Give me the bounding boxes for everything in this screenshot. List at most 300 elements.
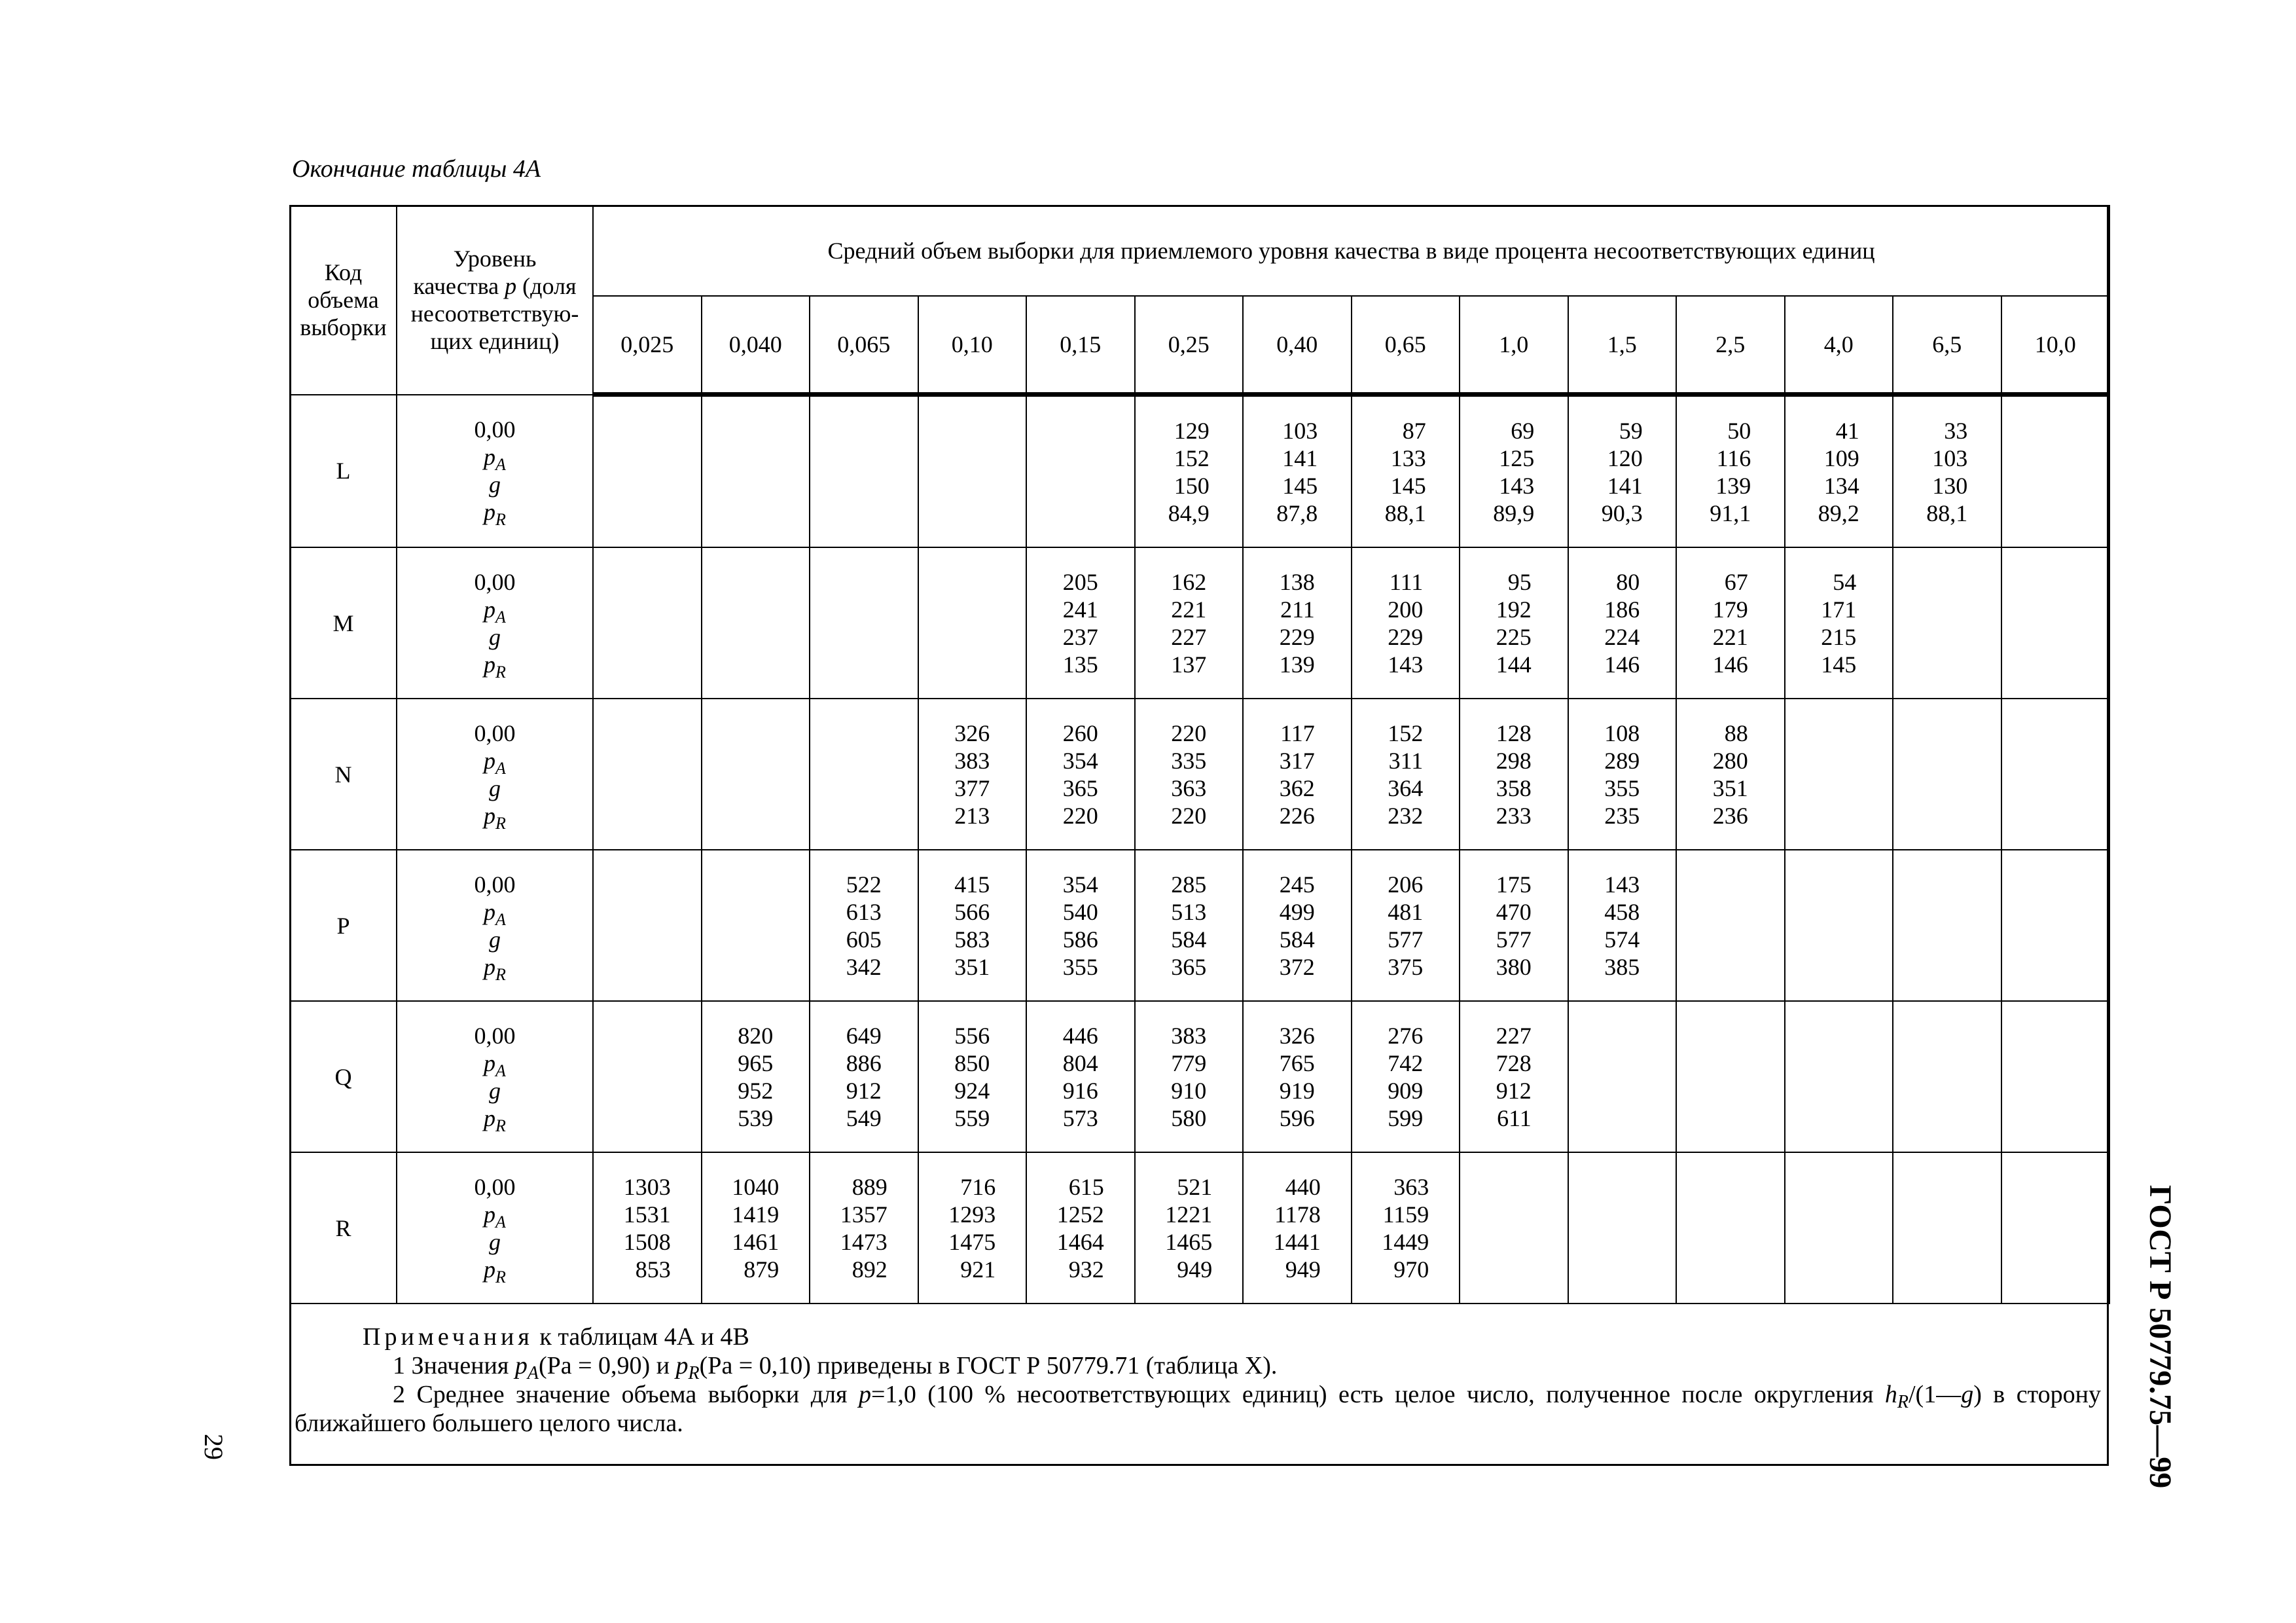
cell-value: 237 [1062, 623, 1098, 650]
cell-value: 236 [1712, 802, 1748, 829]
header-aql-7: 0,65 [1352, 296, 1460, 395]
cell-value: 171 [1821, 596, 1857, 623]
cell-values [1493, 417, 1534, 527]
cell-value: 111 [1389, 568, 1424, 595]
cell-value: 615 [1068, 1173, 1104, 1200]
cell-values [846, 871, 882, 981]
cell-value: 205 [1062, 568, 1098, 595]
cell-value: 728 [1496, 1049, 1532, 1076]
cell-value: 220 [1062, 802, 1098, 829]
cell-value: 232 [1388, 802, 1424, 829]
cell-values [1604, 871, 1640, 981]
table-cell [702, 699, 810, 850]
label-g: g [489, 775, 501, 801]
cell-value: 129 [1174, 417, 1210, 444]
cell-value: 584 [1279, 926, 1315, 953]
table-cell [1785, 850, 1893, 1001]
cell-value: 364 [1388, 775, 1424, 801]
cell-values [1171, 871, 1206, 981]
table-cell [1568, 850, 1677, 1001]
cell-value: 87,8 [1276, 500, 1318, 526]
cell-value: 470 [1496, 898, 1532, 925]
cell-value: 566 [954, 898, 990, 925]
cell-value: 1475 [948, 1228, 996, 1255]
table-cell [1135, 699, 1244, 850]
cell-values [1276, 417, 1318, 527]
cell-value: 949 [1177, 1256, 1213, 1283]
label-p0: 0,00 [474, 720, 516, 746]
cell-value: 311 [1388, 747, 1424, 774]
table-cell [1460, 850, 1568, 1001]
cell-value: 59 [1619, 417, 1643, 444]
cell-values [1063, 871, 1098, 981]
cell-value: 375 [1388, 953, 1424, 980]
cell-values [846, 1022, 882, 1132]
cell-value: 549 [846, 1104, 882, 1131]
label-p0: 0,00 [474, 871, 516, 898]
cell-value: 363 [1171, 775, 1207, 801]
cell-value: 380 [1496, 953, 1532, 980]
cell-values [1710, 417, 1751, 527]
cell-value: 970 [1393, 1256, 1429, 1283]
table-cell [918, 395, 1027, 548]
header-aql-10: 2,5 [1676, 296, 1785, 395]
header-aql-13: 10,0 [2001, 296, 2110, 395]
cell-value: 363 [1393, 1173, 1429, 1200]
cell-value: 952 [738, 1077, 774, 1104]
cell-value: 135 [1062, 651, 1098, 678]
cell-value: 584 [1171, 926, 1207, 953]
cell-value: 886 [846, 1049, 882, 1076]
cell-value: 175 [1496, 871, 1532, 898]
cell-value: 285 [1171, 871, 1207, 898]
cell-value: 383 [1171, 1022, 1207, 1049]
cell-value: 1508 [623, 1228, 671, 1255]
cell-value: 1159 [1382, 1201, 1429, 1228]
table-cell [702, 1152, 810, 1304]
cell-values [1496, 720, 1532, 830]
cell-values [954, 720, 990, 830]
cell-values [1171, 1022, 1206, 1132]
row-code: P [290, 850, 397, 1001]
cell-value: 33 [1944, 417, 1968, 444]
cell-value: 889 [852, 1173, 888, 1200]
cell-value: 440 [1285, 1173, 1321, 1200]
cell-values [1171, 568, 1206, 678]
table-row [290, 850, 2109, 1001]
cell-value: 574 [1604, 926, 1640, 953]
cell-value: 280 [1712, 747, 1748, 774]
cell-value: 215 [1821, 623, 1857, 650]
cell-value: 141 [1282, 445, 1318, 471]
header-aql-5: 0,25 [1135, 296, 1244, 395]
cell-value: 499 [1279, 898, 1315, 925]
table-cell [1243, 699, 1352, 850]
table-cell [593, 1152, 702, 1304]
cell-value: 649 [846, 1022, 882, 1049]
table-cell [1135, 395, 1244, 548]
cell-value: 921 [960, 1256, 996, 1283]
table-cell [2001, 850, 2110, 1001]
cell-value: 128 [1496, 720, 1532, 746]
cell-value: 221 [1712, 623, 1748, 650]
cell-value: 50 [1727, 417, 1751, 444]
cell-value: 138 [1279, 568, 1315, 595]
table-cell [1785, 547, 1893, 699]
cell-value: 586 [1062, 926, 1098, 953]
cell-value: 229 [1279, 623, 1315, 650]
cell-value: 225 [1496, 623, 1532, 650]
cell-value: 1465 [1165, 1228, 1213, 1255]
cell-value: 1464 [1056, 1228, 1104, 1255]
cell-values [1388, 1022, 1423, 1132]
cell-values [1388, 720, 1423, 830]
table-cell [810, 395, 918, 548]
cell-value: 84,9 [1168, 500, 1210, 526]
table-cell [1026, 547, 1135, 699]
cell-values [1818, 417, 1859, 527]
cell-value: 1040 [732, 1173, 780, 1200]
table-cell [2001, 547, 2110, 699]
cell-value: 1293 [948, 1201, 996, 1228]
cell-values [954, 1022, 990, 1132]
cell-value: 912 [846, 1077, 882, 1104]
table-cell [1893, 699, 2001, 850]
label-pA: $p_A$ [484, 1049, 506, 1080]
cell-values [1602, 417, 1643, 527]
row-code: R [290, 1152, 397, 1304]
cell-value: 415 [954, 871, 990, 898]
header-row-1 [290, 206, 2109, 296]
table-body [290, 395, 2109, 1304]
cell-value: 211 [1280, 596, 1315, 623]
cell-value: 152 [1388, 720, 1424, 746]
cell-value: 599 [1388, 1104, 1424, 1131]
row-code: Q [290, 1001, 397, 1152]
table-cell [1568, 699, 1677, 850]
table-cell [1026, 850, 1135, 1001]
cell-value: 125 [1499, 445, 1535, 471]
cell-value: 143 [1604, 871, 1640, 898]
cell-value: 377 [954, 775, 990, 801]
row-parameters [397, 395, 593, 548]
table-cell [702, 850, 810, 1001]
cell-value: 41 [1835, 417, 1859, 444]
cell-values [948, 1173, 996, 1283]
cell-value: 932 [1068, 1256, 1104, 1283]
cell-values [1388, 568, 1423, 678]
cell-value: 892 [852, 1256, 888, 1283]
table-cell [1893, 547, 2001, 699]
cell-value: 213 [954, 802, 990, 829]
table-cell [1243, 1001, 1352, 1152]
cell-value: 556 [954, 1022, 990, 1049]
cell-value: 385 [1604, 953, 1640, 980]
label-g: g [489, 471, 501, 498]
cell-value: 605 [846, 926, 882, 953]
cell-value: 577 [1496, 926, 1532, 953]
table-cell [702, 395, 810, 548]
cell-value: 879 [744, 1256, 780, 1283]
header-aql-1: 0,040 [702, 296, 810, 395]
cell-value: 1252 [1056, 1201, 1104, 1228]
sample-size-table [289, 205, 2110, 1304]
table-cell [1135, 1152, 1244, 1304]
cell-value: 853 [635, 1256, 671, 1283]
table-cell [1676, 699, 1785, 850]
cell-value: 260 [1062, 720, 1098, 746]
cell-values [1821, 568, 1856, 678]
cell-value: 67 [1724, 568, 1748, 595]
table-cell [1243, 1152, 1352, 1304]
label-pR: $p_R$ [484, 499, 506, 530]
cell-value: 137 [1171, 651, 1207, 678]
cell-value: 765 [1279, 1049, 1315, 1076]
cell-value: 355 [1604, 775, 1640, 801]
table-cell [1460, 1001, 1568, 1152]
cell-values [738, 1022, 773, 1132]
label-pA: $p_A$ [484, 444, 506, 475]
header-average-sample-size: Средний объем выборки для приемлемого уровня качества в виде процента несоответствующих единиц [593, 206, 2109, 296]
cell-value: 326 [954, 720, 990, 746]
table-cell [1352, 395, 1460, 548]
table-cell [1243, 395, 1352, 548]
cell-value: 241 [1062, 596, 1098, 623]
cell-value: 134 [1823, 472, 1859, 499]
cell-value: 326 [1279, 1022, 1315, 1049]
cell-value: 90,3 [1601, 500, 1643, 526]
table-cell [1026, 699, 1135, 850]
table-cell [1785, 1152, 1893, 1304]
page-number: 29 [199, 1434, 228, 1460]
table-cell [1568, 1152, 1677, 1304]
cell-value: 909 [1388, 1077, 1424, 1104]
header-aql-3: 0,10 [918, 296, 1027, 395]
cell-value: 716 [960, 1173, 996, 1200]
cell-value: 1303 [623, 1173, 671, 1200]
cell-value: 152 [1174, 445, 1210, 471]
table-cell [810, 699, 918, 850]
cell-value: 912 [1496, 1077, 1532, 1104]
table-cell [810, 850, 918, 1001]
cell-values [1385, 417, 1426, 527]
row-code: M [290, 547, 397, 699]
cell-value: 139 [1715, 472, 1751, 499]
cell-values [1168, 417, 1210, 527]
table-cell [1676, 547, 1785, 699]
label-p0: 0,00 [474, 1173, 516, 1200]
cell-value: 458 [1604, 898, 1640, 925]
cell-values [1063, 1022, 1098, 1132]
cell-value: 354 [1062, 871, 1098, 898]
label-pR: $p_R$ [484, 953, 506, 984]
label-pR: $p_R$ [484, 1256, 506, 1286]
cell-value: 144 [1496, 651, 1532, 678]
table-cell [1568, 1001, 1677, 1152]
cell-values [1382, 1173, 1429, 1283]
table-cell [810, 547, 918, 699]
header-aql-2: 0,065 [810, 296, 918, 395]
table-cell [1568, 395, 1677, 548]
cell-value: 206 [1388, 871, 1424, 898]
cell-value: 1473 [840, 1228, 888, 1255]
table-cell [1568, 547, 1677, 699]
header-quality-level: Уровень качества p (доля несоответствую- щих единиц) [397, 206, 593, 395]
table-cell [1460, 1152, 1568, 1304]
table-cell [1135, 850, 1244, 1001]
cell-value: 850 [954, 1049, 990, 1076]
header-code: Код объема выборки [290, 206, 397, 395]
cell-value: 186 [1604, 596, 1640, 623]
cell-value: 200 [1388, 596, 1424, 623]
header-aql-12: 6,5 [1893, 296, 2001, 395]
cell-values [1713, 720, 1748, 830]
cell-values [1713, 568, 1748, 678]
cell-value: 365 [1062, 775, 1098, 801]
cell-value: 116 [1716, 445, 1751, 471]
table-cell [1676, 395, 1785, 548]
row-parameters [397, 699, 593, 850]
cell-value: 949 [1285, 1256, 1321, 1283]
table-cell [702, 1001, 810, 1152]
cell-value: 317 [1279, 747, 1315, 774]
cell-values [1496, 871, 1532, 981]
cell-values [1280, 1022, 1315, 1132]
table-cell [1243, 850, 1352, 1001]
table-cell [1893, 1001, 2001, 1152]
cell-value: 220 [1171, 802, 1207, 829]
cell-value: 362 [1279, 775, 1315, 801]
cell-value: 613 [846, 898, 882, 925]
row-code: L [290, 395, 397, 548]
cell-value: 289 [1604, 747, 1640, 774]
cell-values [1280, 720, 1315, 830]
cell-value: 351 [954, 953, 990, 980]
cell-value: 146 [1604, 651, 1640, 678]
label-g: g [489, 1228, 501, 1255]
table-cell [1352, 1001, 1460, 1152]
cell-value: 88 [1724, 720, 1748, 746]
table-cell [593, 1001, 702, 1152]
cell-value: 583 [954, 926, 990, 953]
label-pA: $p_A$ [484, 747, 506, 778]
table-cell [593, 547, 702, 699]
cell-value: 342 [846, 953, 882, 980]
cell-values [1171, 720, 1206, 830]
cell-value: 335 [1171, 747, 1207, 774]
table-cell [918, 1001, 1027, 1152]
cell-value: 1449 [1382, 1228, 1429, 1255]
cell-value: 162 [1171, 568, 1207, 595]
cell-value: 150 [1174, 472, 1210, 499]
cell-value: 88,1 [1926, 500, 1968, 526]
cell-value: 559 [954, 1104, 990, 1131]
cell-value: 88,1 [1384, 500, 1426, 526]
table-cell [1026, 1152, 1135, 1304]
row-parameters [397, 1001, 593, 1152]
cell-value: 103 [1282, 417, 1318, 444]
table-cell [918, 1152, 1027, 1304]
cell-value: 143 [1388, 651, 1424, 678]
cell-values [840, 1173, 888, 1283]
label-pA: $p_A$ [484, 596, 506, 627]
cell-value: 1357 [840, 1201, 888, 1228]
table-row [290, 699, 2109, 850]
cell-value: 220 [1171, 720, 1207, 746]
cell-value: 354 [1062, 747, 1098, 774]
table-cell [1893, 850, 2001, 1001]
header-aql-0: 0,025 [593, 296, 702, 395]
table-cell [1135, 1001, 1244, 1152]
table-row [290, 1152, 2109, 1304]
cell-values [1280, 871, 1315, 981]
cell-values [954, 871, 990, 981]
cell-value: 804 [1062, 1049, 1098, 1076]
cell-value: 1531 [623, 1201, 671, 1228]
cell-value: 540 [1062, 898, 1098, 925]
cell-value: 365 [1171, 953, 1207, 980]
cell-value: 1461 [732, 1228, 780, 1255]
cell-value: 372 [1279, 953, 1315, 980]
cell-value: 227 [1496, 1022, 1532, 1049]
label-pR: $p_R$ [484, 802, 506, 833]
cell-values [732, 1173, 779, 1283]
cell-value: 924 [954, 1077, 990, 1104]
table-caption: Окончание таблицы 4А [292, 155, 541, 183]
table-row [290, 395, 2109, 548]
cell-values [1063, 720, 1098, 830]
table-cell [593, 850, 702, 1001]
cell-value: 227 [1171, 623, 1207, 650]
table-cell [810, 1152, 918, 1304]
table-cell [1135, 547, 1244, 699]
table-cell [593, 699, 702, 850]
note-1: 1 Значения $p_A(Ра = 0,90)$ и $p_R(Ра = 0,10)$ приведены в ГОСТ Р 50779.71 (таблица X). [393, 1352, 1278, 1383]
cell-value: 522 [846, 871, 882, 898]
cell-value: 221 [1171, 596, 1207, 623]
table-cell [1026, 1001, 1135, 1152]
cell-value: 133 [1390, 445, 1426, 471]
row-code: N [290, 699, 397, 850]
cell-value: 1221 [1165, 1201, 1213, 1228]
table-cell [1460, 395, 1568, 548]
header-aql-11: 4,0 [1785, 296, 1893, 395]
cell-value: 80 [1616, 568, 1640, 595]
cell-value: 521 [1177, 1173, 1213, 1200]
table-cell [2001, 1152, 2110, 1304]
table-row [290, 547, 2109, 699]
table-cell [810, 1001, 918, 1152]
cell-values [1604, 720, 1640, 830]
table-cell [1026, 395, 1135, 548]
cell-value: 596 [1279, 1104, 1315, 1131]
cell-value: 820 [738, 1022, 774, 1049]
cell-values [1388, 871, 1423, 981]
table-cell [1676, 850, 1785, 1001]
cell-value: 145 [1390, 472, 1426, 499]
cell-value: 117 [1280, 720, 1315, 746]
table-cell [1785, 699, 1893, 850]
table-cell [1243, 547, 1352, 699]
cell-value: 103 [1932, 445, 1968, 471]
cell-value: 95 [1507, 568, 1532, 595]
row-parameters [397, 1152, 593, 1304]
cell-value: 742 [1388, 1049, 1424, 1076]
cell-value: 965 [738, 1049, 774, 1076]
table-cell [2001, 395, 2110, 548]
cell-value: 580 [1171, 1104, 1207, 1131]
table-cell [918, 850, 1027, 1001]
